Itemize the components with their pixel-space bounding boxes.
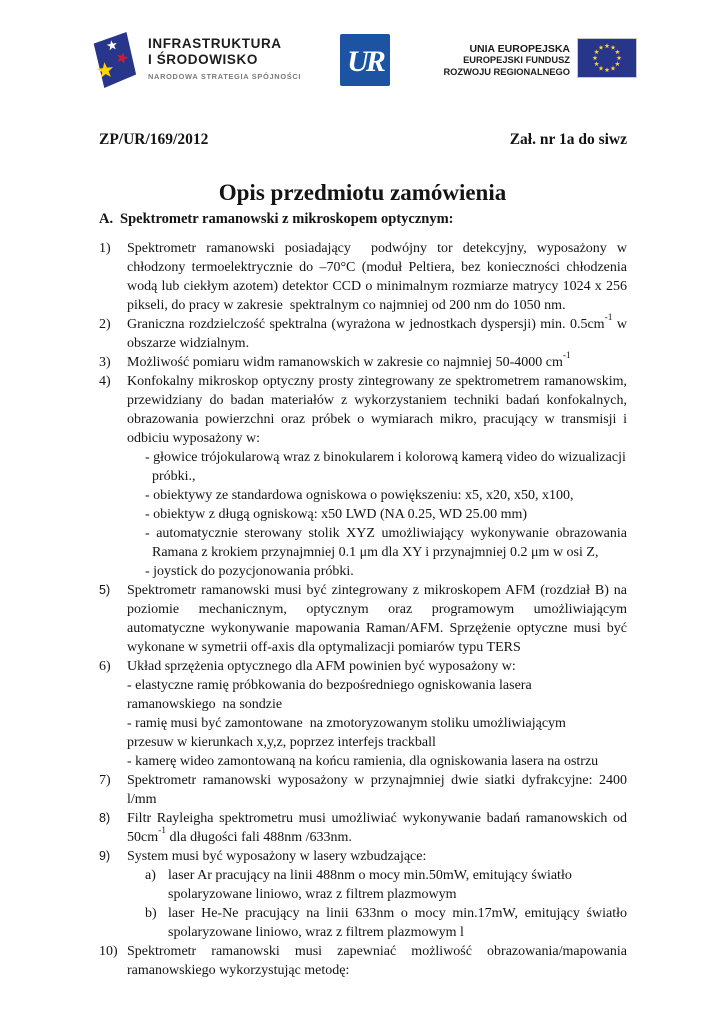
item-number: 6) — [99, 659, 111, 674]
text-run: Możliwość pomiaru widm ramanowskich w zakresie co najmniej 50-4000 cm — [127, 355, 563, 370]
text-run: System musi być wyposażony w lasery wzbudzające: — [127, 849, 427, 864]
item-paragraph — [127, 809, 631, 847]
item-content — [127, 581, 631, 657]
eu-logo-line2: EUROPEJSKI FUNDUSZ — [463, 55, 570, 65]
item-paragraph — [127, 676, 627, 714]
text-run: Spektrometr ramanowski musi być zintegrowany z mikroskopem AFM (rozdział B) na poziomie mechanicznym, optycznym oraz programowym umożliwiającym automatyczne wykonywanie mapowania Raman/AFM. Sprzężenie optyczne musi być wykonane w symetrii off-axis dla optymalizacji pomiarów typu TERS — [127, 583, 631, 655]
ur-monogram-icon — [340, 34, 390, 86]
item-number: 1) — [99, 241, 111, 256]
text-run: Układ sprzężenia optycznego dla AFM powinien być wyposażony w: — [127, 659, 516, 674]
section-heading-text: Spektrometr ramanowski z mikroskopem optycznym: — [120, 211, 454, 227]
ur-logo — [340, 34, 390, 91]
superscript-unit: -1 — [604, 313, 613, 324]
text-run: - automatycznie sterowany stolik XYZ umożliwiający wykonywanie obrazowania Ramana z krokiem przynajmniej 0.1 μm dla XY i przynajmniej 0.2 μm w osi Z, — [145, 526, 631, 560]
item-paragraph — [127, 752, 627, 771]
page-title: Opis przedmiotu zamówienia — [218, 180, 507, 206]
case-reference: ZP/UR/169/2012 — [99, 131, 209, 148]
sub-item-letter: b) — [145, 906, 157, 921]
text-run: Filtr Rayleigha spektrometru musi umożliwiać wykonywanie badań ramanowskich od 50cm — [127, 811, 631, 845]
text-run: - elastyczne ramię próbkowania do bezpośredniego ogniskowania lasera — [127, 678, 532, 693]
item-paragraph — [127, 372, 631, 448]
list-item — [99, 771, 631, 809]
item-paragraph — [168, 866, 627, 904]
item-paragraph — [127, 505, 627, 524]
document-references — [99, 131, 627, 149]
text-run: - obiektywy ze standardowa ogniskowa o powiększeniu: x5, x20, x50, x100, — [145, 488, 574, 503]
sub-item-letter: a) — [145, 868, 156, 883]
header-logos — [85, 28, 637, 94]
list-item — [99, 353, 627, 372]
svg-text:UR: UR — [347, 45, 383, 78]
item-number: 3) — [99, 355, 111, 370]
item-paragraph — [168, 904, 631, 942]
text-run: Spektrometr ramanowski wyposażony w przynajmniej dwie siatki dyfrakcyjne: 2400 l/mm — [127, 773, 631, 807]
list-item — [99, 847, 631, 942]
item-paragraph — [127, 448, 627, 467]
text-run: ramanowskiego na sondzie — [127, 697, 283, 712]
item-number: 7) — [99, 773, 111, 788]
eu-flag-icon — [577, 38, 637, 78]
item-content — [127, 313, 631, 353]
item-paragraph — [127, 486, 627, 505]
text-run: Spektrometr ramanowski posiadający podwójny tor detekcyjny, wyposażony w chłodzony termoelektrycznie do –70°C (moduł Peltiera, bez konieczności chłodzenia wodą lub ciekłym azotem) detektor CCD o minimalnym rozmiarze matrycy 1024 x 256 pikseli, do pracy w zakresie spektralnym co najmniej od 200 nm do 1050 nm. — [127, 241, 631, 313]
infrastructure-logo-text — [148, 28, 301, 81]
eu-logo-line1: UNIA EUROPEJSKA — [469, 43, 570, 55]
item-content — [127, 372, 631, 581]
item-paragraph — [127, 313, 631, 353]
lettered-sub-item — [127, 904, 631, 942]
item-content — [127, 353, 627, 372]
eu-logo-line3: ROZWOJU REGIONALNEGO — [443, 66, 570, 77]
infrastructure-logo-line3: NARODOWA STRATEGIA SPÓJNOŚCI — [148, 72, 302, 81]
eu-logo-text — [443, 38, 570, 78]
list-item — [99, 372, 631, 581]
list-item — [99, 239, 631, 315]
item-paragraph — [127, 714, 627, 752]
item-paragraph — [127, 524, 631, 562]
text-run: - głowice trójokularową wraz z binokularem i kolorową kamerą video do wizualizacji — [145, 450, 626, 465]
text-run: próbki., — [152, 469, 196, 484]
text-run: Konfokalny mikroskop optyczny prosty zintegrowany ze spektrometrem ramanowskim, przewidziany do badan materiałów z wykorzystaniem techniki badań konfokalnych, obrazowania powierzchni oraz próbek o wymiarach mikro, pracujący w transmisji i odbiciu wyposażony w: — [127, 374, 631, 446]
section-heading — [99, 211, 627, 228]
text-run: - joystick do pozycjonowania próbki. — [145, 564, 354, 579]
infrastructure-logo-line2: I ŚRODOWISKO — [148, 52, 258, 67]
item-paragraph — [127, 353, 627, 372]
item-content — [127, 847, 631, 942]
text-run: laser He-Ne pracujący na linii 633nm o mocy min.17mW, emitujący światło spolaryzowane liniowo, wraz z filtrem plazmowym l — [168, 906, 631, 940]
list-item — [99, 942, 631, 980]
text-run: laser Ar pracujący na linii 488nm o mocy min.50mW, emitujący światło — [168, 868, 572, 883]
infrastructure-logo-line1: INFRASTRUKTURA — [148, 36, 282, 51]
item-paragraph — [127, 239, 631, 315]
list-item — [99, 581, 631, 657]
text-run: Graniczna rozdzielczość spektralna (wyrażona w jednostkach dyspersji) min. 0.5cm — [127, 317, 605, 332]
item-paragraph — [127, 657, 627, 676]
infrastructure-flag-icon — [85, 28, 139, 92]
text-run: dla długości fali 488nm /633nm. — [166, 830, 352, 845]
list-item — [99, 313, 631, 353]
item-paragraph — [127, 467, 627, 486]
item-content — [127, 942, 631, 980]
eu-logo — [443, 38, 637, 78]
text-run: spolaryzowane liniowo, wraz z filtrem plazmowym — [168, 887, 457, 902]
infrastructure-logo — [85, 28, 301, 92]
item-number: 8) — [99, 811, 111, 825]
list-item — [99, 809, 631, 847]
superscript-unit: -1 — [562, 351, 571, 362]
item-paragraph — [127, 581, 631, 657]
text-run: przesuw w kierunkach x,y,z, poprzez interfejs trackball — [127, 735, 436, 750]
item-number: 9) — [99, 849, 111, 863]
item-number: 2) — [99, 317, 111, 332]
item-content — [127, 657, 627, 771]
item-number: 10) — [99, 944, 118, 959]
text-run: - ramię musi być zamontowane na zmotoryzowanym stoliku umożliwiającym — [127, 716, 566, 731]
text-run: - kamerę wideo zamontowaną na końcu ramienia, dla ogniskowania lasera na ostrzu — [127, 754, 599, 769]
text-run: - obiektyw z długą ogniskową: x50 LWD (NA 0.25, WD 25.00 mm) — [145, 507, 528, 522]
item-paragraph — [127, 771, 631, 809]
superscript-unit: -1 — [158, 826, 167, 837]
spec-list — [99, 239, 631, 980]
item-content — [127, 809, 631, 847]
item-content — [127, 239, 631, 315]
attachment-reference: Zał. nr 1a do siwz — [509, 131, 627, 148]
list-item — [99, 657, 627, 771]
item-content — [127, 771, 631, 809]
item-number: 5) — [99, 583, 111, 597]
item-paragraph — [127, 942, 631, 980]
text-run: w obszarze widzialnym. — [127, 317, 631, 351]
item-paragraph — [127, 847, 627, 866]
text-run: Spektrometr ramanowski musi zapewniać możliwość obrazowania/mapowania ramanowskiego wykorzystując metodę: — [127, 944, 631, 978]
lettered-sub-item — [127, 866, 627, 904]
item-number: 4) — [99, 374, 111, 389]
item-paragraph — [127, 562, 627, 581]
section-letter: A. — [99, 211, 114, 227]
